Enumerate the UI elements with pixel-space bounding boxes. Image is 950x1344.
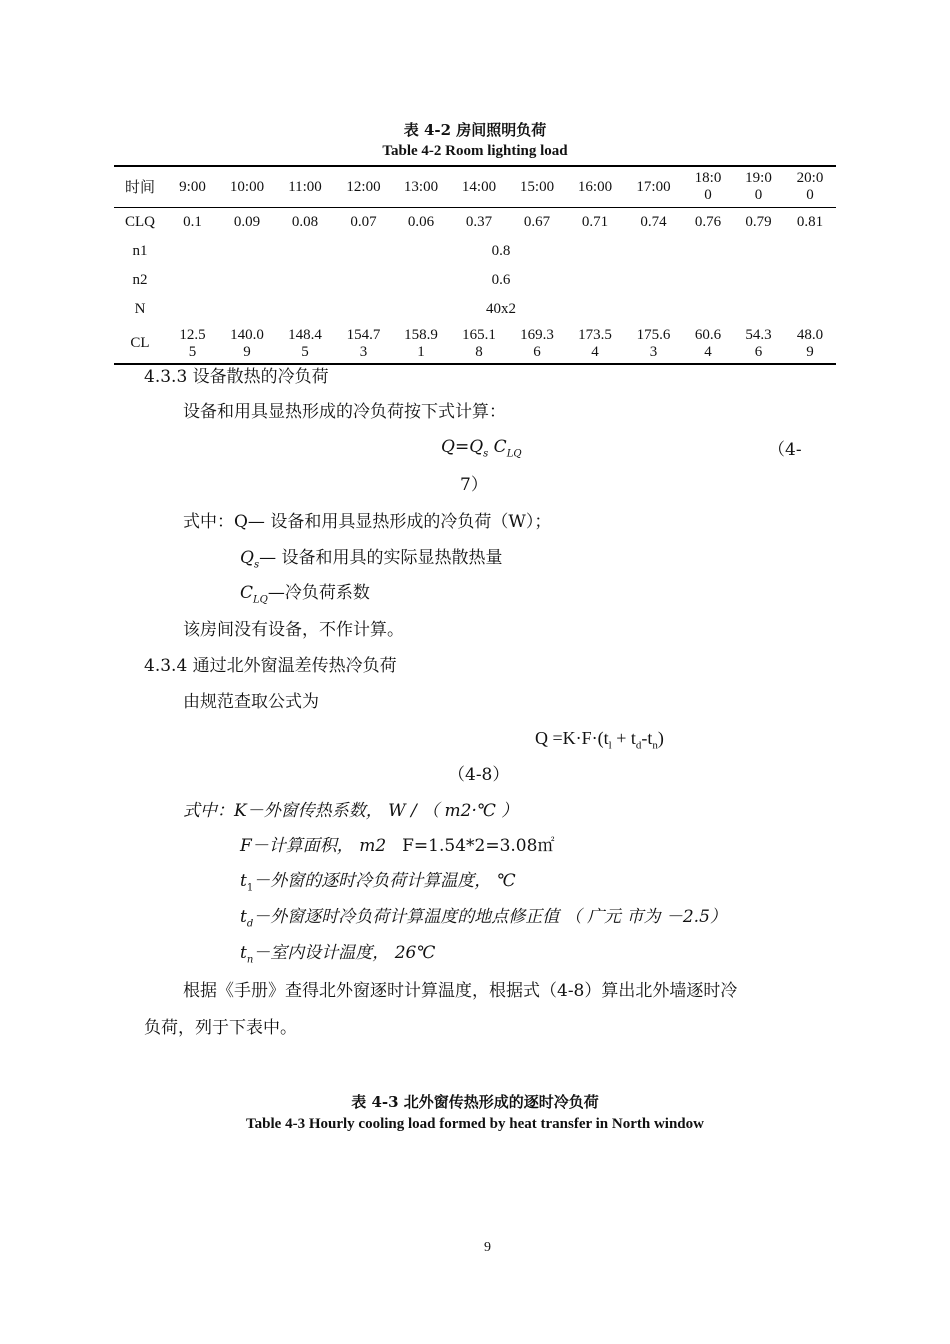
definition-text: F－计算面积， m2 <box>240 836 387 856</box>
cl-cell: 165.1 8 <box>450 324 508 364</box>
time-cell: 12:00 <box>335 166 392 208</box>
paragraph-line-2: 负荷，列于下表中。 <box>144 1018 297 1038</box>
subscript: s <box>253 559 260 571</box>
equation-number-part2: 7） <box>460 475 488 495</box>
formula-subscript: l <box>608 739 612 752</box>
symbol: t <box>240 907 247 927</box>
definition: — 设备和用具的实际显热散热量 <box>259 548 503 568</box>
cl-cell: 48.0 9 <box>784 324 836 364</box>
table2-caption-en: Table 4-2 Room lighting load <box>382 143 568 159</box>
cl-cell: 140.0 9 <box>219 324 275 364</box>
paragraph-intro-4-3-4: 由规范查取公式为 <box>183 692 319 712</box>
row-label-cell: N <box>134 301 146 317</box>
where-line-3 <box>240 583 370 610</box>
time-cell: 11:00 <box>275 166 335 208</box>
time-cell: 10:00 <box>219 166 275 208</box>
clq-cell: 0.76 <box>694 214 722 230</box>
time-cell: 19:0 0 <box>733 166 784 208</box>
definition-text: 式中：K－外窗传热系数， W / （ m2·℃ ） <box>183 801 519 821</box>
symbol: t <box>240 943 247 963</box>
clq-cell: 0.1 <box>183 214 202 230</box>
room-lighting-load-table <box>114 165 836 365</box>
table-row-clq <box>114 208 836 238</box>
definition-td <box>240 907 727 934</box>
cl-cell: 158.9 1 <box>392 324 450 364</box>
clq-cell: 0.09 <box>233 214 261 230</box>
definition-text: －室内设计温度， 26℃ <box>253 943 436 963</box>
clq-cell: 0.81 <box>796 214 824 230</box>
row-label-cell: n2 <box>132 272 148 288</box>
n1-value-cell: 0.8 <box>491 243 511 259</box>
cl-cell: 148.4 5 <box>275 324 335 364</box>
definition-K <box>183 801 518 821</box>
table-row-n2 <box>114 266 836 295</box>
cl-cell: 175.6 3 <box>624 324 683 364</box>
clq-cell: 0.71 <box>581 214 609 230</box>
row-label-cell: CLQ <box>125 214 155 230</box>
time-cell: 20:0 0 <box>784 166 836 208</box>
note-no-equipment: 该房间没有设备，不作计算。 <box>183 620 404 640</box>
formula-subscript: d <box>635 739 642 752</box>
cl-cell: 169.3 6 <box>508 324 566 364</box>
row-label-cell: n1 <box>132 243 148 259</box>
header-label-cell: 时间 <box>114 166 166 208</box>
section-heading-4-3-3: 4.3.3 设备散热的冷负荷 <box>144 367 329 387</box>
where-line-2 <box>240 548 502 575</box>
equation-number-4-8: （4-8） <box>448 765 510 785</box>
time-cell: 9:00 <box>166 166 219 208</box>
symbol: t <box>240 871 247 891</box>
table-header-row <box>114 166 836 208</box>
formula-part: -t <box>641 728 653 748</box>
clq-cell: 0.67 <box>523 214 551 230</box>
formula-part: + t <box>611 728 636 748</box>
definition-t1 <box>240 871 516 898</box>
cl-cell: 60.6 4 <box>683 324 733 364</box>
row-label-cell: CL <box>114 324 166 364</box>
definition-value: F=1.54*2=3.08㎡ <box>402 836 555 856</box>
definition-F <box>240 836 554 856</box>
time-cell: 16:00 <box>566 166 624 208</box>
subscript: 1 <box>246 882 254 894</box>
clq-cell: 0.06 <box>407 214 435 230</box>
clq-cell: 0.37 <box>465 214 493 230</box>
table2-caption-cn: 表 4-2 房间照明负荷 <box>403 121 547 139</box>
formula-subscript: s <box>483 448 489 460</box>
table-row-cl <box>114 324 836 364</box>
formula-part: ) <box>657 728 664 748</box>
time-cell: 13:00 <box>392 166 450 208</box>
formula-symbol: C <box>493 437 507 457</box>
symbol: Q <box>240 548 254 568</box>
definition-text: －外窗逐时冷负荷计算温度的地点修正值 （ 广元 市为 －2.5） <box>253 907 727 927</box>
definition-tn <box>240 943 435 970</box>
table3-caption-cn: 表 4-3 北外窗传热形成的逐时冷负荷 <box>351 1093 599 1111</box>
subscript: LQ <box>253 594 268 606</box>
where-line-1: 式中：Q— 设备和用具显热形成的冷负荷（W）； <box>183 512 552 532</box>
equation-number-part1: （4- <box>768 440 802 460</box>
formula-subscript: LQ <box>506 448 522 460</box>
cl-cell: 173.5 4 <box>566 324 624 364</box>
cl-cell: 54.3 6 <box>733 324 784 364</box>
table-row-N <box>114 295 836 324</box>
paragraph-line-1: 根据《手册》查得北外窗逐时计算温度，根据式（4-8）算出北外墙逐时冷 <box>183 981 738 1001</box>
symbol: C <box>240 583 254 603</box>
time-cell: 14:00 <box>450 166 508 208</box>
table-row-n1 <box>114 237 836 266</box>
time-cell: 15:00 <box>508 166 566 208</box>
formula-4-8 <box>535 728 664 756</box>
clq-cell: 0.79 <box>745 214 772 230</box>
time-cell: 17:00 <box>624 166 683 208</box>
definition-text: －外窗的逐时冷负荷计算温度， ℃ <box>253 871 516 891</box>
clq-cell: 0.07 <box>350 214 377 230</box>
N-value-cell: 40x2 <box>486 301 516 317</box>
cl-cell: 154.7 3 <box>335 324 392 364</box>
formula-subscript: n <box>652 739 658 752</box>
cl-cell: 12.5 5 <box>166 324 219 364</box>
table3-caption-en: Table 4-3 Hourly cooling load formed by heat transfer in North window <box>246 1116 704 1132</box>
formula-part: Q =K·F·(t <box>535 728 609 748</box>
formula-symbol: Q <box>441 437 455 457</box>
paragraph-intro-4-3-3: 设备和用具显热形成的冷负荷按下式计算： <box>183 402 506 422</box>
time-cell: 18:0 0 <box>683 166 733 208</box>
subscript: d <box>246 918 254 930</box>
subscript: n <box>246 954 254 966</box>
clq-cell: 0.08 <box>291 214 319 230</box>
formula-4-7 <box>441 437 522 464</box>
formula-symbol: Q <box>469 437 484 457</box>
n2-value-cell: 0.6 <box>491 272 511 288</box>
clq-cell: 0.74 <box>640 214 667 230</box>
formula-equals: = <box>454 437 470 457</box>
page-number: 9 <box>484 1240 491 1255</box>
definition: —冷负荷系数 <box>267 583 370 603</box>
section-heading-4-3-4: 4.3.4 通过北外窗温差传热冷负荷 <box>144 656 397 676</box>
